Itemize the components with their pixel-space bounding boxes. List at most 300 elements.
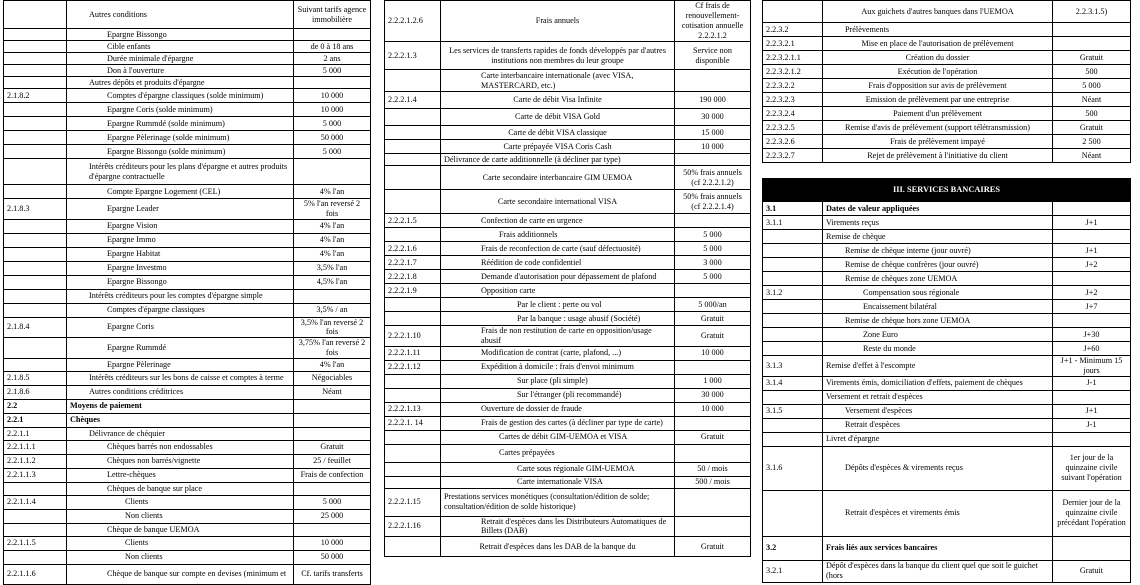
tariff-value: 50 / mois	[675, 462, 751, 476]
tariff-code	[385, 430, 441, 444]
tariff-table-body	[4, 1, 371, 585]
tariff-value: Gratuit	[1053, 560, 1131, 582]
tariff-code: 2.2.3.2.5	[763, 121, 823, 135]
tariff-row	[763, 93, 1131, 107]
tariff-code	[763, 490, 823, 536]
tariff-label: Intérêts créditeurs pour les comptes d'épargne simple	[67, 289, 294, 303]
tariff-row	[763, 390, 1131, 404]
tariff-value: Gratuit	[1053, 51, 1131, 65]
tariff-label: Reste du monde	[823, 342, 1053, 356]
tariff-code: 2.1.8.5	[4, 371, 67, 385]
tariff-label: Epargne Leader	[67, 199, 294, 220]
tariff-label: Livret d'épargne	[823, 432, 1053, 446]
tariff-value: Gratuit	[294, 440, 371, 454]
tariff-label: Frais liés aux services bancaires	[823, 536, 1053, 560]
tariff-row	[4, 29, 371, 41]
tariff-value	[675, 488, 751, 516]
tariff-value	[1053, 314, 1131, 328]
tariff-row	[385, 388, 751, 402]
tariff-value	[1053, 432, 1131, 446]
tariff-code: 2.2.2.1.9	[385, 284, 441, 298]
tariff-label: Création du dossier	[823, 51, 1053, 65]
tariff-row	[385, 298, 751, 312]
tariff-row	[763, 342, 1131, 356]
tariff-code: 2.2.2.1.6	[385, 242, 441, 256]
tariff-row	[385, 312, 751, 326]
tariff-row	[4, 536, 371, 550]
tariff-label: Les services de transferts rapides de fonds développés par d'autres institutions non membres du leur groupe	[441, 42, 675, 70]
tariff-label: Prestations services monétiques (consultation/édition de solde; consultation/édition de solde historique)	[441, 488, 675, 516]
tariff-row	[4, 41, 371, 53]
tariff-table-debits	[762, 0, 1131, 163]
tariff-label: Epargne Rummdé	[67, 338, 294, 359]
tariff-code	[4, 145, 67, 159]
tariff-row	[4, 303, 371, 317]
tariff-row	[4, 371, 371, 385]
tariff-value: 5 000	[294, 117, 371, 131]
tariff-row	[763, 216, 1131, 230]
tariff-code	[385, 166, 441, 190]
tariff-code: 2.2.2.1.2.6	[385, 1, 441, 42]
tariff-value: 3,5% / an	[294, 303, 371, 317]
tariff-label: Compensation sous régionale	[823, 286, 1053, 300]
tariff-label: Prélèvements	[823, 23, 1053, 37]
tariff-code: 2.2.3.2.3	[763, 93, 823, 107]
tariff-row	[763, 23, 1131, 37]
tariff-row	[763, 418, 1131, 432]
tariff-row	[4, 103, 371, 117]
tariff-label: Encaissement bilatéral	[823, 300, 1053, 314]
tariff-label: Dépôts d'espèces & virements reçus	[823, 446, 1053, 490]
tariff-row	[763, 376, 1131, 390]
tariff-value	[294, 159, 371, 185]
tariff-table-body	[385, 1, 751, 557]
tariff-value	[294, 399, 371, 413]
tariff-value: 10 000	[675, 140, 751, 154]
tariff-row	[385, 228, 751, 242]
tariff-value	[1053, 37, 1131, 51]
tariff-row	[4, 495, 371, 509]
tariff-label: Remise de chèque confrères (jour ouvré)	[823, 258, 1053, 272]
tariff-label: Epargne Pèlerinage	[67, 358, 294, 371]
tariff-row	[763, 446, 1131, 490]
tariff-label: Versement et retrait d'espèces	[823, 390, 1053, 404]
tariff-label: Epargne Rummdé (solde minimum)	[67, 117, 294, 131]
tariff-code: 2.1.8.6	[4, 385, 67, 399]
tariff-row	[4, 550, 371, 564]
tariff-value: 3,5% l'an	[294, 261, 371, 275]
tariff-row	[763, 135, 1131, 149]
tariff-code: 2.2.3.2.1.1	[763, 51, 823, 65]
tariff-label: Confection de carte en urgence	[441, 214, 675, 228]
tariff-value: 2.2.3.1.5)	[1053, 1, 1131, 23]
tariff-value	[675, 516, 751, 537]
tariff-label: Moyens de paiement	[67, 399, 294, 413]
tariff-code: 2.2.3.2.2	[763, 79, 823, 93]
tariff-row	[385, 242, 751, 256]
tariff-label: Remise de chèque	[823, 230, 1053, 244]
tariff-value	[294, 29, 371, 41]
tariff-label: Epargne Vision	[67, 219, 294, 233]
tariff-value: J-1	[1053, 418, 1131, 432]
tariff-row	[4, 413, 371, 427]
tariff-code: 2.2.2.1.10	[385, 326, 441, 347]
tariff-row	[763, 149, 1131, 163]
tariff-code	[4, 65, 67, 77]
tariff-label: Epargne Immo	[67, 233, 294, 247]
tariff-code: 3.1.6	[763, 446, 823, 490]
tariff-label: Cible enfants	[67, 41, 294, 53]
tariff-code: 2.2.1.1.3	[4, 468, 67, 482]
tariff-label: Epargne Investmo	[67, 261, 294, 275]
tariff-label: Epargne Bissongo	[67, 29, 294, 41]
tariff-label: Autres dépôts et produits d'épargne	[67, 77, 294, 89]
tariff-value: 10 000	[294, 103, 371, 117]
tariff-row	[4, 185, 371, 199]
tariff-label: Autres conditions créditrices	[67, 385, 294, 399]
tariff-code	[385, 140, 441, 154]
tariff-label: Non clients	[67, 550, 294, 564]
tariff-label: Dates de valeur appliquées	[823, 202, 1053, 216]
tariff-code	[763, 342, 823, 356]
tariff-value: 4% l'an	[294, 247, 371, 261]
tariff-label: Délivrance de carte additionnelle (à décliner par type)	[441, 154, 675, 166]
tariff-label: Cartes prépayées	[441, 444, 675, 462]
tariff-row	[385, 537, 751, 557]
tariff-code	[4, 159, 67, 185]
tariff-row	[385, 326, 751, 347]
tariff-code: 2.1.8.2	[4, 89, 67, 103]
tariff-code	[385, 109, 441, 126]
tariff-row	[4, 199, 371, 220]
tariff-label: Frais de non restitution de carte en opposition/usage abusif	[441, 326, 675, 347]
tariff-value: 500	[1053, 107, 1131, 121]
tariff-row	[4, 454, 371, 468]
tariff-code: 2.1.8.3	[4, 199, 67, 220]
tariff-label: Frais annuels	[441, 1, 675, 42]
tariff-code: 2.2.1.1	[4, 427, 67, 440]
tariff-label: Carte sous régionale GIM-UEMOA	[441, 462, 675, 476]
tariff-row	[4, 159, 371, 185]
tariff-label: Retrait d'espèces dans les DAB de la banque du	[441, 537, 675, 557]
tariff-table-body	[763, 1, 1131, 163]
tariff-row	[4, 358, 371, 371]
tariff-label: Zone Euro	[823, 328, 1053, 342]
tariff-row	[4, 53, 371, 65]
tariff-label: Clients	[67, 495, 294, 509]
tariff-code: 2.2.2.1.15	[385, 488, 441, 516]
tariff-row	[385, 109, 751, 126]
tariff-label: Chèques de banque sur place	[67, 482, 294, 495]
tariff-code	[385, 312, 441, 326]
tariff-row	[385, 360, 751, 374]
section-header-row	[763, 179, 1131, 202]
tariff-label: Chèque de banque UEMOA	[67, 523, 294, 536]
tariff-code: 2.2	[4, 399, 67, 413]
tariff-row	[385, 444, 751, 462]
tariff-code	[385, 537, 441, 557]
tariff-row	[385, 42, 751, 70]
tariff-code: 2.2.1.1.1	[4, 440, 67, 454]
tariff-code: 2.2.3.2.7	[763, 149, 823, 163]
tariff-value: J+60	[1053, 342, 1131, 356]
tariff-code	[4, 550, 67, 564]
tariff-value	[1053, 23, 1131, 37]
tariff-row	[4, 65, 371, 77]
tariff-value: J+2	[1053, 258, 1131, 272]
tariff-label: Carte interbancaire internationale (avec VISA, MASTERCARD, etc.)	[441, 70, 675, 92]
tariff-code	[4, 103, 67, 117]
tariff-row	[385, 374, 751, 388]
tariff-label: Epargne Coris	[67, 317, 294, 338]
tariff-value: Néant	[294, 385, 371, 399]
tariff-label: Paiement d'un prélèvement	[823, 107, 1053, 121]
tariff-label: Chèques barrés non endossables	[67, 440, 294, 454]
tariff-code	[4, 53, 67, 65]
tariff-value	[294, 482, 371, 495]
tariff-label: Carte internationale VISA	[441, 476, 675, 488]
tariff-code	[4, 275, 67, 289]
tariff-label: Virements émis, domiciliation d'effets, paiement de chèques	[823, 376, 1053, 390]
tariff-column-1	[3, 0, 370, 585]
tariff-row	[385, 140, 751, 154]
tariff-value: Dernier jour de la quinzaine civile précédant l'opération	[1053, 490, 1131, 536]
tariff-row	[385, 516, 751, 537]
tariff-code	[4, 247, 67, 261]
tariff-row	[763, 300, 1131, 314]
tariff-label: Durée minimale d'épargne	[67, 53, 294, 65]
tariff-label: Délivrance de chéquier	[67, 427, 294, 440]
tariff-label: Remise de chèque interne (jour ouvré)	[823, 244, 1053, 258]
tariff-label: Carte prépayée VISA Coris Cash	[441, 140, 675, 154]
tariff-value: 10 000	[294, 89, 371, 103]
tariff-code	[4, 261, 67, 275]
tariff-code: 3.1.5	[763, 404, 823, 418]
tariff-value	[294, 413, 371, 427]
tariff-row	[763, 560, 1131, 582]
tariff-code	[4, 1, 67, 29]
tariff-value: Service non disponible	[675, 42, 751, 70]
tariff-code	[4, 131, 67, 145]
tariff-value: 50 000	[294, 131, 371, 145]
tariff-row	[385, 154, 751, 166]
tariff-value: 5 000	[675, 270, 751, 284]
tariff-value: 25 000	[294, 509, 371, 523]
tariff-row	[4, 427, 371, 440]
tariff-label: Rejet de prélèvement à l'initiative du client	[823, 149, 1053, 163]
tariff-column-3	[762, 0, 1130, 583]
tariff-code: 2.2.1.1.5	[4, 536, 67, 550]
tariff-value	[675, 70, 751, 92]
tariff-value: 4% l'an	[294, 358, 371, 371]
tariff-value: Suivant tarifs agence immobilière	[294, 1, 371, 29]
tariff-row	[4, 523, 371, 536]
tariff-value: 5% l'an reversé 2 fois	[294, 199, 371, 220]
tariff-code	[4, 289, 67, 303]
tariff-code: 2.2.2.1.8	[385, 270, 441, 284]
tariff-row	[385, 126, 751, 140]
tariff-label: Carte secondaire interbancaire GIM UEMOA	[441, 166, 675, 190]
tariff-value: J+30	[1053, 328, 1131, 342]
tariff-row	[385, 214, 751, 228]
tariff-row	[385, 284, 751, 298]
tariff-code: 2.2.2.1.12	[385, 360, 441, 374]
tariff-label: Epargne Habitat	[67, 247, 294, 261]
tariff-code: 2.2.2.1.11	[385, 346, 441, 360]
tariff-row	[4, 509, 371, 523]
tariff-row	[763, 244, 1131, 258]
tariff-value: Gratuit	[675, 537, 751, 557]
tariff-code	[763, 390, 823, 404]
tariff-label: Réédition de code confidentiel	[441, 256, 675, 270]
tariff-row	[4, 219, 371, 233]
tariff-code	[763, 1, 823, 23]
tariff-label: Expédition à domicile : frais d'envoi minimum	[441, 360, 675, 374]
tariff-value	[675, 214, 751, 228]
tariff-table-body	[763, 202, 1131, 583]
tariff-row	[4, 77, 371, 89]
tariff-label: Exécution de l'opération	[823, 65, 1053, 79]
tariff-label: Dépôt d'espèces dans la banque du client quel que soit le guichet (hors	[823, 560, 1053, 582]
tariff-value: 25 / feuillet	[294, 454, 371, 468]
tariff-value	[294, 523, 371, 536]
tariff-code	[4, 303, 67, 317]
tariff-label: Remise d'effet à l'escompte	[823, 356, 1053, 377]
tariff-code	[4, 219, 67, 233]
tariff-value: 4,5% l'an	[294, 275, 371, 289]
tariff-row	[385, 430, 751, 444]
tariff-row	[4, 89, 371, 103]
tariff-code	[4, 509, 67, 523]
tariff-row	[4, 564, 371, 584]
tariff-row	[763, 51, 1131, 65]
tariff-row	[4, 145, 371, 159]
tariff-value	[1053, 390, 1131, 404]
tariff-row	[763, 404, 1131, 418]
tariff-table-savings	[3, 0, 371, 585]
tariff-label: Epargne Bissongo	[67, 275, 294, 289]
tariff-row	[4, 338, 371, 359]
tariff-label: Virements reçus	[823, 216, 1053, 230]
tariff-code	[763, 258, 823, 272]
tariff-code: 2.2.3.2.1.2	[763, 65, 823, 79]
tariff-value	[294, 427, 371, 440]
tariff-label: Retrait d'espèces dans les Distributeurs Automatiques de Billets (DAB)	[441, 516, 675, 537]
tariff-label: Comptes d'épargne classiques	[67, 303, 294, 317]
tariff-code: 2.2.2.1.7	[385, 256, 441, 270]
tariff-row	[385, 402, 751, 416]
tariff-row	[385, 190, 751, 214]
tariff-row	[385, 166, 751, 190]
tariff-value: 3,5% l'an reversé 2 fois	[294, 317, 371, 338]
tariff-code	[4, 29, 67, 41]
tariff-row	[385, 416, 751, 430]
tariff-label: Frais de prélèvement impayé	[823, 135, 1053, 149]
tariff-row	[385, 346, 751, 360]
tariff-value	[294, 289, 371, 303]
tariff-value: 5 000	[294, 65, 371, 77]
tariff-row	[4, 247, 371, 261]
tariff-label: Chèque de banque sur compte en devises (minimum et	[67, 564, 294, 584]
tariff-code	[4, 185, 67, 199]
tariff-label: Carte de débit Visa Infinite	[441, 92, 675, 109]
section-spacer	[762, 163, 1130, 178]
tariff-row	[763, 272, 1131, 286]
tariff-code	[763, 272, 823, 286]
tariff-row	[4, 131, 371, 145]
tariff-code: 2.2.2.1.16	[385, 516, 441, 537]
tariff-value: 30 000	[675, 388, 751, 402]
tariff-code: 2.2.3.2.1	[763, 37, 823, 51]
tariff-code: 2.2.2.1.13	[385, 402, 441, 416]
tariff-row	[763, 314, 1131, 328]
tariff-label: Versement d'espèces	[823, 404, 1053, 418]
tariff-label: Chèques non barrés/vignette	[67, 454, 294, 468]
tariff-value	[1053, 272, 1131, 286]
tariff-row	[4, 385, 371, 399]
tariff-row	[763, 432, 1131, 446]
tariff-code	[763, 328, 823, 342]
tariff-label: Chèques	[67, 413, 294, 427]
tariff-row	[763, 202, 1131, 216]
tariff-value	[675, 284, 751, 298]
tariff-label: Intérêts créditeurs sur les bons de caisse et comptes à terme	[67, 371, 294, 385]
tariff-row	[385, 70, 751, 92]
tariff-row	[385, 476, 751, 488]
section-title: III. SERVICES BANCAIRES	[763, 179, 1131, 202]
tariff-row	[4, 1, 371, 29]
tariff-code: 3.1.1	[763, 216, 823, 230]
tariff-code	[385, 228, 441, 242]
tariff-row	[385, 270, 751, 284]
tariff-label: Mise en place de l'autorisation de prélèvement	[823, 37, 1053, 51]
tariff-label: Autres conditions	[67, 1, 294, 29]
tariff-label: Carte de débit VISA Gold	[441, 109, 675, 126]
tariff-code: 2.2.2.1.4	[385, 92, 441, 109]
tariff-code: 3.1.2	[763, 286, 823, 300]
tariff-label: Non clients	[67, 509, 294, 523]
tariff-label: Carte de débit VISA classique	[441, 126, 675, 140]
tariff-value: Néant	[1053, 149, 1131, 163]
tariff-table-cards	[384, 0, 751, 557]
tariff-value	[294, 77, 371, 89]
tariff-code: 2.2.1.1.6	[4, 564, 67, 584]
tariff-value	[675, 416, 751, 430]
tariff-code	[385, 388, 441, 402]
tariff-code	[4, 358, 67, 371]
tariff-code	[763, 230, 823, 244]
tariff-value: 5 000	[675, 242, 751, 256]
tariff-code	[385, 70, 441, 92]
tariff-label: Par la banque : usage abusif (Société)	[441, 312, 675, 326]
tariff-value: 15 000	[675, 126, 751, 140]
tariff-label: Epargne Pèlerinage (solde minimum)	[67, 131, 294, 145]
tariff-label: Retrait d'espèces et virements émis	[823, 490, 1053, 536]
tariff-code	[385, 154, 441, 166]
tariff-row	[763, 1, 1131, 23]
tariff-value: Gratuit	[1053, 121, 1131, 135]
tariff-code: 2.2.1	[4, 413, 67, 427]
tariff-label: Frais additionnels	[441, 228, 675, 242]
tariff-code: 2.1.8.4	[4, 317, 67, 338]
tariff-row	[385, 488, 751, 516]
tariff-label: Remise de chèques zone UEMOA	[823, 272, 1053, 286]
tariff-code	[385, 298, 441, 312]
tariff-label: Carte secondaire international VISA	[441, 190, 675, 214]
tariff-row	[763, 37, 1131, 51]
tariff-code: 2.2.3.2	[763, 23, 823, 37]
tariff-row	[385, 92, 751, 109]
